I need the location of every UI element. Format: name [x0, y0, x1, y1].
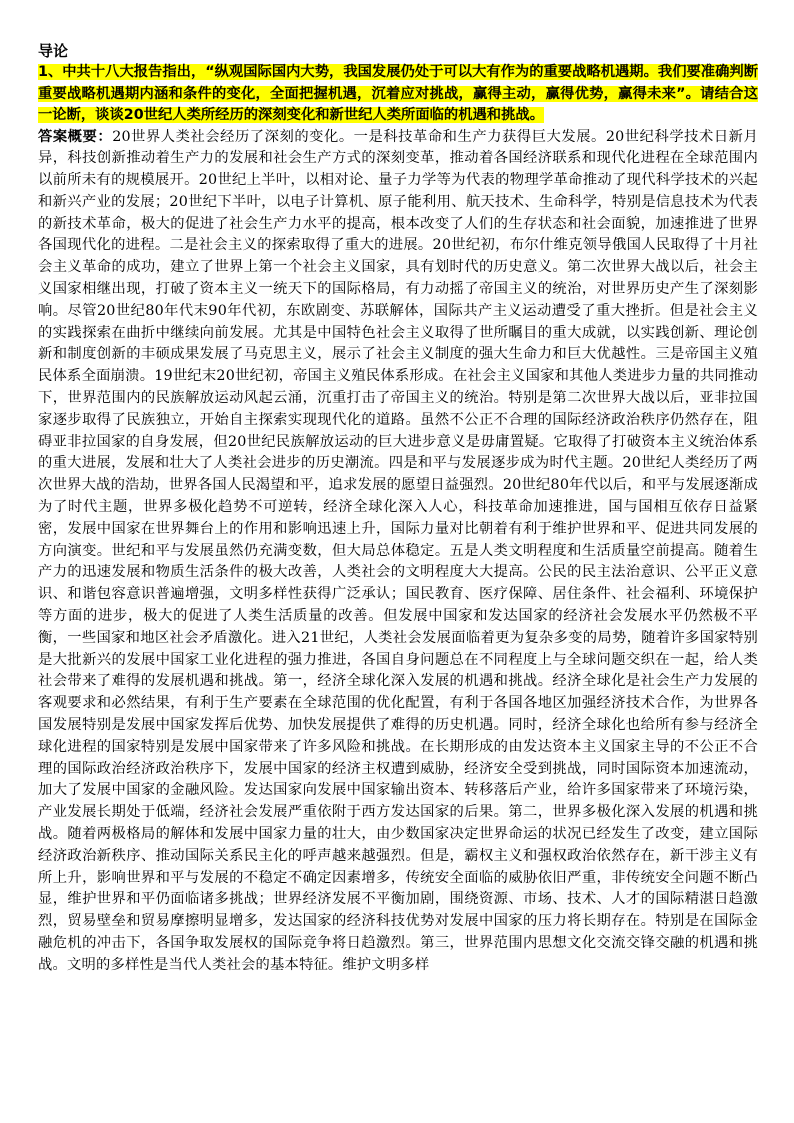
question-paragraph	[38, 62, 758, 127]
answer-label: 答案概要：	[38, 128, 113, 145]
question-text: 1、中共十八大报告指出，“纵观国际国内大势，我国发展仍处于可以大有作为的重要战略机遇期。我们要准确判断重要战略机遇期内涵和条件的变化，全面把握机遇，沉着应对挑战，赢得主动，赢得优势，赢得未来”。请结合这一论断，谈谈20世纪人类所经历的深刻变化和新世纪人类所面临的机遇和挑战。	[38, 64, 758, 123]
answer-paragraph	[38, 127, 758, 977]
document-page	[38, 40, 758, 977]
answer-body: 20世界人类社会经历了深刻的变化。一是科技革命和生产力获得巨大发展。20世纪科学技术日新月异，科技创新推动着生产力的发展和社会生产方式的深刻变革，推动着各国经济联系和现代化进程在全球范围内以前所未有的规模展开。20世纪上半叶，以相对论、量子力学等为代表的物理学革命推动了现代科学技术的兴起和新兴产业的发展；20世纪下半叶，以电子计算机、原子能利用、航天技术、生命科学，特别是信息技术为代表的新技术革命，极大的促进了社会生产力水平的提高，根本改变了人们的生存状态和社会面貌，加速推进了世界各国现代化的进程。二是社会主义的探索取得了重大的进展。20世纪初，布尔什维克领导俄国人民取得了十月社会主义革命的成功，建立了世界上第一个社会主义国家，具有划时代的历史意义。第二次世界大战以后，社会主义国家相继出现，打破了资本主义一统天下的国际格局，有力动摇了帝国主义的统治，对世界历史产生了深刻影响。尽管20世纪80年代末90年代初，东欧剧变、苏联解体，国际共产主义运动遭受了重大挫折。但是社会主义的实践探索在曲折中继续向前发展。尤其是中国特色社会主义取得了世所瞩目的重大成就，以实践创新、理论创新和制度创新的丰硕成果发展了马克思主义，展示了社会主义制度的强大生命力和巨大优越性。三是帝国主义殖民体系全面崩溃。19世纪末20世纪初，帝国主义殖民体系形成。在社会主义国家和其他人类进步力量的共同推动下，世界范围内的民族解放运动风起云涌，沉重打击了帝国主义的统治。特别是第二次世界大战以后，亚非拉国家逐步取得了民族独立，开始自主探索实现现代化的道路。虽然不公正不合理的国际经济政治秩序仍然存在，阻碍亚非拉国家的自身发展，但20世纪民族解放运动的巨大进步意义是毋庸置疑。它取得了打破资本主义统治体系的重大进展，发展和壮大了人类社会进步的历史潮流。四是和平与发展逐步成为时代主题。20世纪人类经历了两次世界大战的浩劫，世界各国人民渴望和平，追求发展的愿望日益强烈。20世纪80年代以后，和平与发展逐渐成为了时代主题，世界多极化趋势不可逆转，经济全球化深入人心，科技革命加速推进，国与国相互依存日益紧密，发展中国家在世界舞台上的作用和影响迅速上升，国际力量对比朝着有利于维护世界和平、促进共同发展的方向演变。世纪和平与发展虽然仍充满变数，但大局总体稳定。五是人类文明程度和生活质量空前提高。随着生产力的迅速发展和物质生活条件的极大改善，人类社会的文明程度大大提高。公民的民主法治意识、公平正义意识、和谐包容意识普遍增强，文明多样性获得广泛承认；国民教育、医疗保障、居住条件、社会福利、环境保护等方面的进步，极大的促进了人类生活质量的改善。但发展中国家和发达国家的经济社会发展水平仍然极不平衡，一些国家和地区社会矛盾激化。进入21世纪，人类社会发展面临着更为复杂多变的局势，随着许多国家特别是大批新兴的发展中国家工业化进程的强力推进，各国自身问题总在不同程度上与全球问题交织在一起，给人类社会带来了难得的发展机遇和挑战。第一，经济全球化深入发展的机遇和挑战。经济全球化是社会生产力发展的客观要求和必然结果，有利于生产要素在全球范围的优化配置，有利于各国各地区加强经济技术合作，为世界各国发展特别是发展中国家发挥后优势、加快发展提供了难得的历史机遇。同时，经济全球化也给所有参与经济全球化进程的国家特别是发展中国家带来了许多风险和挑战。在长期形成的由发达资本主义国家主导的不公正不合理的国际政治经济政治秩序下，发展中国家的经济主权遭到威胁，经济安全受到挑战，同时国际资本加速流动，加大了发展中国家的金融风险。发达国家向发展中国家输出资本、转移落后产业，给许多国家带来了环境污染，产业发展长期处于低端，经济社会发展严重依附于西方发达国家的后果。第二，世界多极化深入发展的机遇和挑战。随着两极格局的解体和发展中国家力量的壮大，由少数国家决定世界命运的状况已经发生了改变，建立国际经济政治新秩序、推动国际关系民主化的呼声越来越强烈。但是，霸权主义和强权政治依然存在，新干涉主义有所上升，影响世界和平与发展的不稳定不确定因素增多，传统安全面临的威胁依旧严重，非传统安全问题不断凸显，维护世界和平仍面临诸多挑战；世界经济发展不平衡加剧，围绕资源、市场、技术、人才的国际精湛日趋激烈，贸易壁垒和贸易摩擦明显增多，发达国家的经济科技优势对发展中国家的压力将长期存在。特别是在国际金融危机的冲击下，各国争取发展权的国际竞争将日趋激烈。第三，世界范围内思想文化交流交锋交融的机遇和挑战。文明的多样性是当代人类社会的基本特征。维护文明多样	[38, 128, 758, 973]
section-title: 导论	[38, 42, 69, 60]
